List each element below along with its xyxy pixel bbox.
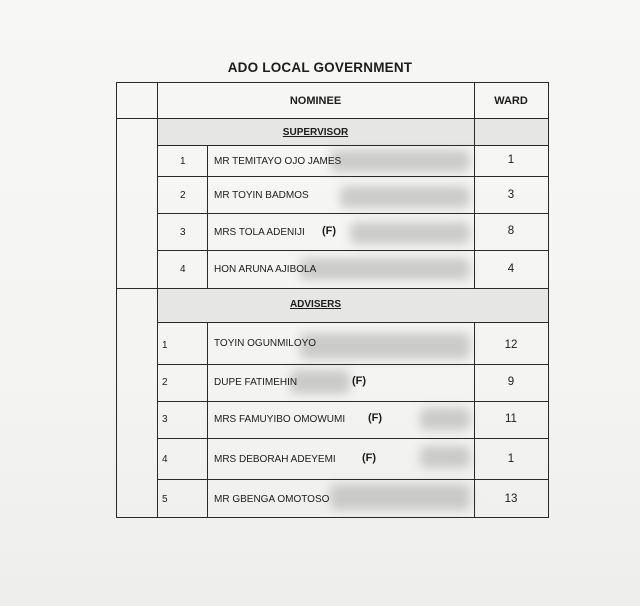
- row-number: 2: [162, 377, 168, 388]
- nominee-name: MRS FAMUYIBO OMOWUMI: [214, 414, 346, 425]
- nominee-name: MR GBENGA OMOTOSO: [214, 494, 330, 505]
- row-number: 4: [180, 264, 186, 275]
- ward-number: 13: [504, 493, 518, 505]
- nominee-name: HON ARUNA AJIBOLA: [214, 264, 317, 275]
- section-title-supervisor: SUPERVISOR: [282, 127, 349, 138]
- ward-number: 8: [507, 225, 515, 237]
- nominee-name: MR TEMITAYO OJO JAMES: [214, 156, 342, 167]
- gender-marker: (F): [368, 412, 383, 424]
- redaction-blur: [420, 408, 470, 430]
- nominee-name: MR TOYIN BADMOS: [214, 190, 309, 201]
- row-number: 1: [162, 340, 168, 351]
- ward-number: 9: [507, 376, 515, 388]
- redaction-blur: [300, 333, 470, 359]
- redaction-blur: [420, 446, 470, 468]
- nominee-name: TOYIN OGUNMILOYO: [214, 338, 317, 349]
- row-number: 3: [180, 227, 186, 238]
- row-number: 1: [180, 156, 186, 167]
- row-number: 5: [162, 494, 168, 505]
- ward-number: 1: [507, 154, 515, 166]
- nominee-name: DUPE FATIMEHIN: [214, 377, 298, 388]
- section-title-advisers: ADVISERS: [289, 299, 342, 310]
- nominee-name: MRS TOLA ADENIJI: [214, 227, 305, 238]
- redaction-blur: [330, 150, 470, 172]
- row-number: 3: [162, 414, 168, 425]
- document-title: ADO LOCAL GOVERNMENT: [227, 60, 413, 75]
- ward-number: 4: [507, 263, 515, 275]
- redaction-blur: [340, 186, 470, 208]
- redaction-blur: [350, 222, 470, 244]
- nominee-name: MRS DEBORAH ADEYEMI: [214, 454, 336, 465]
- redaction-blur: [330, 484, 470, 510]
- ward-number: 1: [507, 453, 515, 465]
- row-number: 2: [180, 190, 186, 201]
- ward-number: 11: [505, 413, 517, 425]
- ward-number: 3: [507, 189, 515, 201]
- ward-number: 12: [504, 339, 518, 351]
- nominee-column-header: NOMINEE: [289, 95, 342, 107]
- gender-marker: (F): [322, 225, 337, 237]
- row-number: 4: [162, 454, 168, 465]
- gender-marker: (F): [362, 452, 377, 464]
- redaction-blur: [300, 258, 470, 280]
- redaction-blur: [290, 370, 350, 394]
- gender-marker: (F): [352, 375, 367, 387]
- ward-column-header: WARD: [494, 95, 528, 107]
